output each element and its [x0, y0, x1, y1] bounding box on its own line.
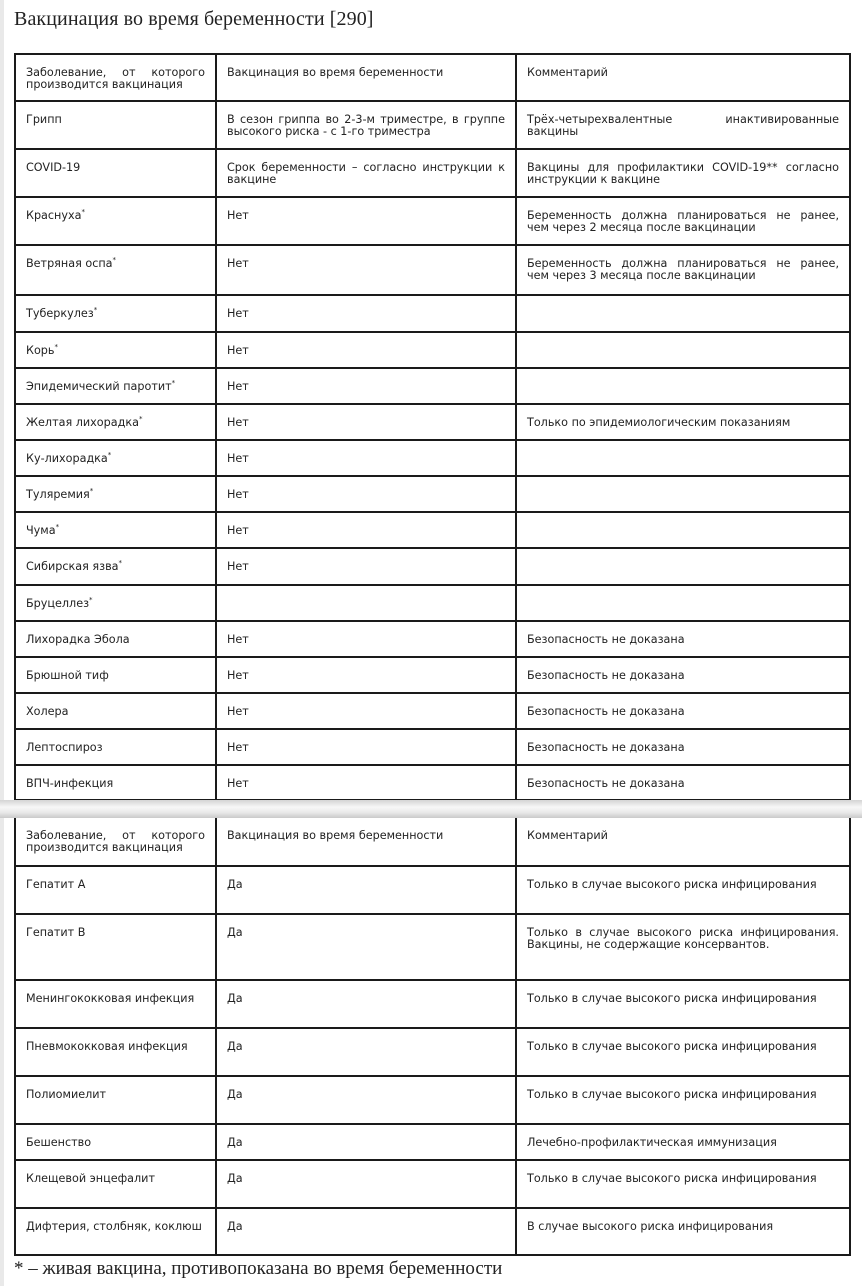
column-header	[516, 54, 850, 101]
comment-cell	[516, 548, 850, 585]
comment-cell-text: В случае высокого риска инфицирования	[527, 1220, 774, 1233]
column-header-text: Заболевание, от которого производится вакцинация	[26, 829, 205, 854]
comment-cell	[516, 368, 850, 404]
comment-cell-text: Только по эпидемиологическим показаниям	[527, 416, 791, 429]
vaccination-cell-text: Нет	[227, 488, 249, 501]
page-title: Вакцинация во время беременности [290]	[14, 8, 374, 30]
vaccination-cell	[216, 693, 516, 729]
disease-cell	[15, 585, 216, 621]
table-row	[15, 332, 850, 368]
disease-cell-text: Дифтерия, столбняк, коклюш	[26, 1220, 202, 1233]
comment-cell	[516, 1160, 850, 1208]
vaccination-cell-text: Нет	[227, 307, 249, 320]
table-row	[15, 197, 850, 245]
vaccination-cell-text: Да	[227, 992, 243, 1005]
disease-cell-text: Сибирская язва	[26, 560, 119, 573]
vaccination-cell	[216, 1124, 516, 1160]
disease-cell-text: Холера	[26, 705, 69, 718]
disease-cell-text: COVID-19	[26, 161, 81, 174]
comment-cell	[516, 101, 850, 149]
comment-cell-text: Трёх-четырехвалентные инактивированные вакцины	[527, 113, 839, 138]
disease-cell	[15, 621, 216, 657]
live-vaccine-marker: *	[81, 208, 85, 216]
vaccination-cell-text: Нет	[227, 669, 249, 682]
disease-cell-text: Лептоспироз	[26, 741, 103, 754]
vaccination-cell	[216, 585, 516, 621]
comment-cell-text: Лечебно-профилактическая иммунизация	[527, 1136, 777, 1149]
disease-cell-text: Туляремия	[26, 488, 90, 501]
comment-cell	[516, 512, 850, 548]
disease-cell	[15, 914, 216, 980]
comment-cell	[516, 729, 850, 765]
table-row	[15, 585, 850, 621]
comment-cell	[516, 1208, 850, 1255]
disease-cell	[15, 1208, 216, 1255]
vaccination-cell-text: Нет	[227, 777, 249, 790]
comment-cell	[516, 245, 850, 295]
table-row	[15, 440, 850, 476]
column-header	[15, 54, 216, 101]
disease-cell-text: Клещевой энцефалит	[26, 1172, 155, 1185]
disease-cell-text: Пневмококковая инфекция	[26, 1040, 188, 1053]
table-row	[15, 621, 850, 657]
vaccination-cell	[216, 1076, 516, 1124]
comment-cell-text: Безопасность не доказана	[527, 777, 685, 790]
column-header-text: Заболевание, от которого производится вакцинация	[26, 66, 205, 91]
table-row	[15, 914, 850, 980]
table-row	[15, 1076, 850, 1124]
vaccination-cell	[216, 332, 516, 368]
vaccination-cell-text: Да	[227, 1088, 243, 1101]
disease-cell-text: Грипп	[26, 113, 62, 126]
vaccination-cell	[216, 729, 516, 765]
disease-cell	[15, 476, 216, 512]
disease-cell	[15, 657, 216, 693]
disease-cell-text: Брюшной тиф	[26, 669, 109, 682]
vaccination-cell-text: Нет	[227, 633, 249, 646]
disease-cell-text: Полиомиелит	[26, 1088, 107, 1101]
comment-cell	[516, 765, 850, 800]
vaccination-cell-text: Нет	[227, 452, 249, 465]
table-row	[15, 1124, 850, 1160]
live-vaccine-marker: *	[54, 343, 58, 351]
footnote: * – живая вакцина, противопоказана во время беременности	[14, 1258, 503, 1279]
table-row	[15, 1160, 850, 1208]
comment-cell	[516, 866, 850, 914]
comment-cell-text: Вакцины для профилактики COVID-19** согласно инструкции к вакцине	[527, 161, 839, 186]
vaccination-cell	[216, 197, 516, 245]
page-break-separator	[0, 800, 862, 818]
vaccination-cell-text: Нет	[227, 380, 249, 393]
comment-cell	[516, 476, 850, 512]
comment-cell	[516, 197, 850, 245]
comment-cell-text: Только в случае высокого риска инфицирования	[527, 1040, 817, 1053]
table-row	[15, 548, 850, 585]
disease-cell	[15, 1076, 216, 1124]
comment-cell	[516, 657, 850, 693]
disease-cell-text: Гепатит А	[26, 878, 86, 891]
disease-cell-text: Ку-лихорадка	[26, 452, 108, 465]
comment-cell	[516, 693, 850, 729]
vaccination-cell	[216, 765, 516, 800]
vaccination-cell	[216, 404, 516, 440]
disease-cell-text: Ветряная оспа	[26, 257, 113, 270]
vaccination-cell	[216, 1160, 516, 1208]
table-header-row	[15, 54, 850, 101]
vaccination-cell	[216, 980, 516, 1028]
comment-cell-text: Безопасность не доказана	[527, 705, 685, 718]
comment-cell	[516, 585, 850, 621]
live-vaccine-marker: *	[55, 523, 60, 531]
vaccination-cell	[216, 149, 516, 197]
disease-cell	[15, 440, 216, 476]
disease-cell	[15, 765, 216, 800]
table-row	[15, 512, 850, 548]
comment-cell	[516, 1076, 850, 1124]
vaccination-table-part-1	[14, 53, 851, 801]
vaccination-cell-text: Да	[227, 1040, 243, 1053]
table-row	[15, 765, 850, 800]
vaccination-cell	[216, 512, 516, 548]
comment-cell-text: Только в случае высокого риска инфицирования	[527, 992, 817, 1005]
vaccination-cell	[216, 440, 516, 476]
vaccination-cell-text: Нет	[227, 416, 249, 429]
disease-cell-text: ВПЧ-инфекция	[26, 777, 114, 790]
page-edge	[0, 0, 4, 1286]
table-row	[15, 657, 850, 693]
comment-cell-text: Безопасность не доказана	[527, 669, 685, 682]
comment-cell	[516, 980, 850, 1028]
disease-cell	[15, 512, 216, 548]
disease-cell	[15, 729, 216, 765]
column-header	[216, 818, 516, 866]
vaccination-cell	[216, 866, 516, 914]
disease-cell	[15, 1160, 216, 1208]
disease-cell	[15, 197, 216, 245]
disease-cell	[15, 1028, 216, 1076]
vaccination-cell	[216, 548, 516, 585]
column-header-text: Комментарий	[527, 66, 608, 79]
table-row	[15, 476, 850, 512]
disease-cell	[15, 332, 216, 368]
comment-cell	[516, 332, 850, 368]
table-row	[15, 149, 850, 197]
vaccination-cell-text: Да	[227, 926, 243, 939]
vaccination-cell	[216, 101, 516, 149]
disease-cell-text: Бешенство	[26, 1136, 92, 1149]
vaccination-cell-text: Срок беременности – согласно инструкции к вакцине	[227, 161, 505, 186]
vaccination-cell-text: Нет	[227, 524, 249, 537]
vaccination-cell-text: Да	[227, 1220, 243, 1233]
comment-cell	[516, 149, 850, 197]
table-row	[15, 729, 850, 765]
comment-cell	[516, 1124, 850, 1160]
comment-cell-text: Безопасность не доказана	[527, 741, 685, 754]
disease-cell	[15, 693, 216, 729]
vaccination-cell-text: Нет	[227, 741, 249, 754]
vaccination-cell	[216, 245, 516, 295]
vaccination-cell-text: В сезон гриппа во 2-3-м триместре, в группе высокого риска - с 1-го триместра	[227, 113, 505, 138]
table-row	[15, 980, 850, 1028]
disease-cell-text: Бруцеллез	[26, 597, 90, 610]
comment-cell	[516, 914, 850, 980]
table-row	[15, 245, 850, 295]
table-header-row	[15, 818, 850, 866]
vaccination-cell-text: Нет	[227, 705, 249, 718]
vaccination-cell-text: Да	[227, 1172, 243, 1185]
live-vaccine-marker: *	[93, 306, 98, 314]
disease-cell	[15, 980, 216, 1028]
table-row	[15, 404, 850, 440]
disease-cell	[15, 295, 216, 332]
table-row	[15, 693, 850, 729]
live-vaccine-marker: *	[89, 487, 94, 495]
column-header-text: Вакцинация во время беременности	[227, 66, 444, 79]
table-row	[15, 866, 850, 914]
disease-cell	[15, 101, 216, 149]
disease-cell-text: Эпидемический паротит	[26, 380, 172, 393]
vaccination-cell-text: Нет	[227, 209, 249, 222]
disease-cell-text: Корь	[26, 344, 55, 357]
disease-cell	[15, 245, 216, 295]
vaccination-table-part-2	[14, 818, 851, 1256]
live-vaccine-marker: *	[89, 596, 93, 604]
vaccination-cell	[216, 621, 516, 657]
comment-cell	[516, 440, 850, 476]
vaccination-cell-text: Да	[227, 878, 243, 891]
vaccination-cell	[216, 476, 516, 512]
disease-cell-text: Желтая лихорадка	[26, 416, 139, 429]
table-row	[15, 295, 850, 332]
disease-cell	[15, 149, 216, 197]
comment-cell-text: Беременность должна планироваться не ранее, чем через 2 месяца после вакцинации	[527, 209, 839, 234]
comment-cell	[516, 295, 850, 332]
disease-cell-text: Гепатит В	[26, 926, 86, 939]
comment-cell-text: Только в случае высокого риска инфицирования. Вакцины, не содержащие консервантов.	[527, 926, 839, 951]
table-row	[15, 101, 850, 149]
vaccination-cell	[216, 657, 516, 693]
vaccination-cell-text: Нет	[227, 560, 249, 573]
live-vaccine-marker: *	[138, 415, 143, 423]
disease-cell	[15, 1124, 216, 1160]
vaccination-cell	[216, 1028, 516, 1076]
disease-cell	[15, 548, 216, 585]
vaccination-cell	[216, 914, 516, 980]
live-vaccine-marker: *	[107, 451, 112, 459]
comment-cell-text: Только в случае высокого риска инфицирования	[527, 1088, 817, 1101]
table-row	[15, 1208, 850, 1255]
vaccination-cell-text: Да	[227, 1136, 243, 1149]
vaccination-cell-text: Нет	[227, 257, 249, 270]
disease-cell-text: Лихорадка Эбола	[26, 633, 130, 646]
live-vaccine-marker: *	[171, 379, 176, 387]
vaccination-cell	[216, 368, 516, 404]
disease-cell-text: Туберкулез	[26, 307, 94, 320]
table-row	[15, 368, 850, 404]
comment-cell-text: Беременность должна планироваться не ранее, чем через 3 месяца после вакцинации	[527, 257, 839, 282]
comment-cell-text: Только в случае высокого риска инфицирования	[527, 1172, 817, 1185]
disease-cell	[15, 866, 216, 914]
live-vaccine-marker: *	[112, 256, 117, 264]
comment-cell-text: Безопасность не доказана	[527, 633, 685, 646]
comment-cell	[516, 621, 850, 657]
vaccination-cell	[216, 295, 516, 332]
vaccination-cell	[216, 1208, 516, 1255]
comment-cell-text: Только в случае высокого риска инфицирования	[527, 878, 817, 891]
disease-cell-text: Краснуха	[26, 209, 82, 222]
disease-cell-text: Менингококковая инфекция	[26, 992, 195, 1005]
live-vaccine-marker: *	[118, 559, 123, 567]
vaccination-cell-text: Нет	[227, 344, 249, 357]
column-header-text: Вакцинация во время беременности	[227, 829, 444, 842]
disease-cell-text: Чума	[26, 524, 56, 537]
column-header	[216, 54, 516, 101]
table-row	[15, 1028, 850, 1076]
comment-cell	[516, 1028, 850, 1076]
disease-cell	[15, 368, 216, 404]
column-header	[516, 818, 850, 866]
column-header	[15, 818, 216, 866]
column-header-text: Комментарий	[527, 829, 608, 842]
comment-cell	[516, 404, 850, 440]
disease-cell	[15, 404, 216, 440]
